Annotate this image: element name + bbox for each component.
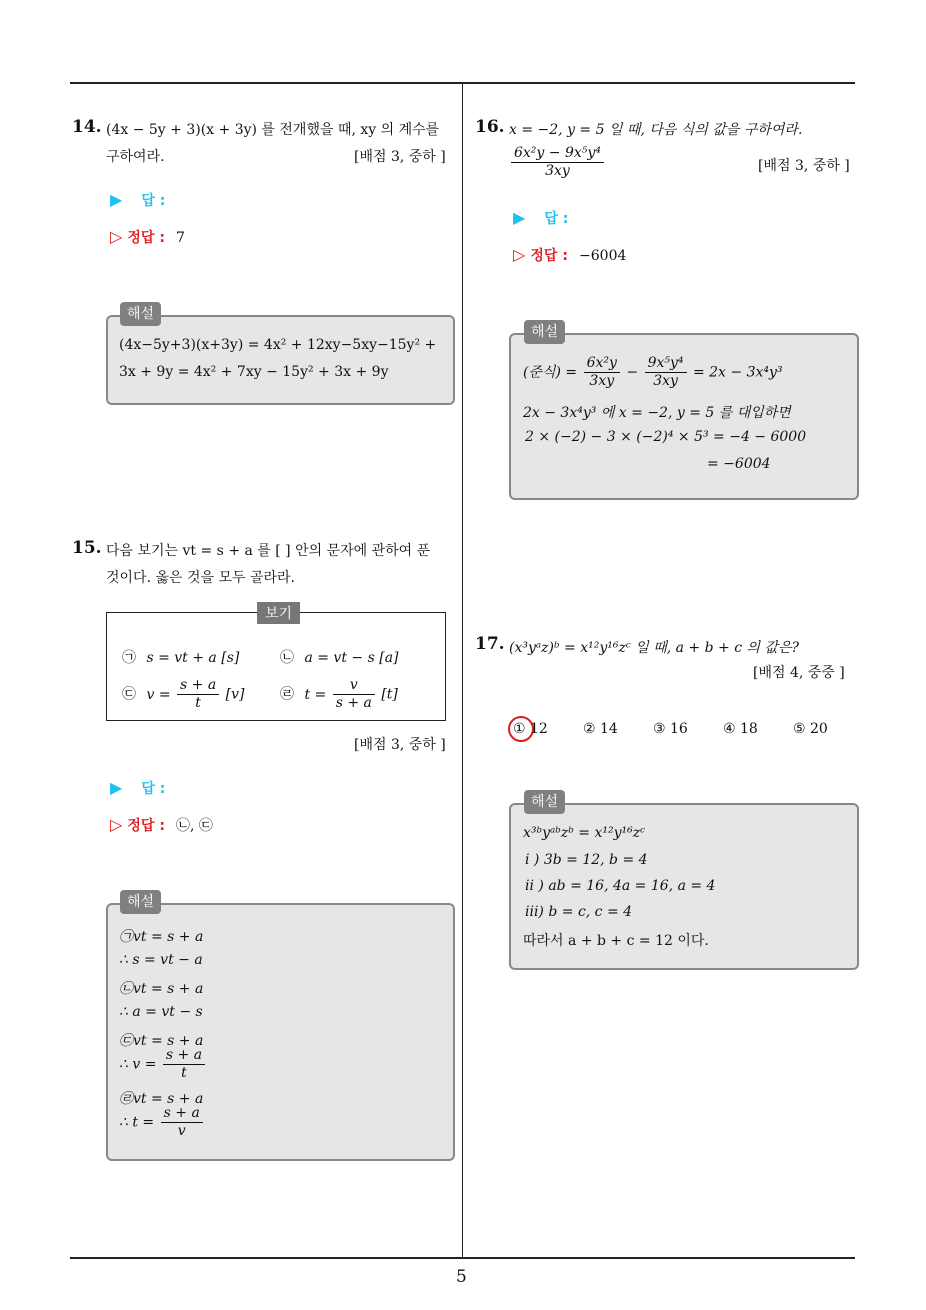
question-number: 14. bbox=[72, 117, 102, 137]
solution-line: 3x + 9y = 4x² + 7xy − 15y² + 3x + 9y bbox=[119, 364, 389, 380]
frac-den: v bbox=[161, 1122, 203, 1140]
solution-operator: − bbox=[626, 364, 639, 381]
frac-den: t bbox=[163, 1064, 205, 1082]
choice-1[interactable]: ① 12 bbox=[513, 721, 548, 737]
column-divider bbox=[462, 83, 463, 1258]
solution-tag: 해설 bbox=[524, 790, 565, 814]
bogi-expr: s = vt + a [s] bbox=[146, 650, 240, 666]
score-meta: [배점 3, 중하 ] bbox=[758, 158, 850, 174]
solution-line: = −6004 bbox=[707, 456, 771, 472]
choice-2[interactable]: ② 14 bbox=[583, 721, 618, 737]
question-text: 것이다. 옳은 것을 모두 골라라. bbox=[106, 570, 295, 586]
solution-box bbox=[509, 803, 859, 970]
question-number: 16. bbox=[475, 117, 505, 137]
solution-line: x³ᵇyᵃᵇzᵇ = x¹²y¹⁶zᶜ bbox=[523, 825, 646, 841]
bogi-bracket: [t] bbox=[381, 686, 398, 703]
answer-label: 답 : bbox=[544, 211, 569, 227]
bogi-fraction bbox=[177, 677, 219, 712]
solution-fraction-line bbox=[119, 1105, 205, 1140]
bogi-box bbox=[106, 612, 446, 721]
bogi-mark: ㉢ bbox=[122, 686, 136, 703]
solution-line: ∴ a = vt − s bbox=[119, 1004, 203, 1020]
correct-value: 7 bbox=[176, 230, 185, 246]
solution-line: ㉡vt = s + a bbox=[119, 981, 204, 997]
question-text: 구하여라. bbox=[106, 149, 165, 165]
question-expression bbox=[509, 145, 606, 180]
answer-row bbox=[110, 778, 165, 798]
bogi-mark: ㉡ bbox=[280, 650, 294, 666]
solution-tag: 해설 bbox=[120, 890, 161, 914]
frac-lhs: ∴ t = bbox=[119, 1114, 155, 1131]
bogi-item bbox=[280, 647, 399, 667]
solution-fraction bbox=[161, 1105, 203, 1140]
solution-tag: 해설 bbox=[524, 320, 565, 344]
frac-num: 9x⁵y⁴ bbox=[647, 355, 684, 371]
choice-5[interactable]: ⑤ 20 bbox=[793, 721, 828, 737]
frac-lhs: ∴ v = bbox=[119, 1056, 157, 1073]
question-text: (x³yᵃz)ᵇ = x¹²y¹⁶zᶜ 일 때, a + b + c 의 값은? bbox=[509, 640, 800, 656]
score-meta: [배점 3, 중하 ] bbox=[354, 737, 446, 753]
question-number: 15. bbox=[72, 538, 102, 558]
frac-num: v bbox=[349, 677, 358, 693]
solution-result: = 2x − 3x⁴y³ bbox=[692, 364, 783, 381]
frac-den: t bbox=[177, 694, 219, 712]
outline-arrow-icon: ▷ bbox=[110, 815, 123, 834]
play-arrow-icon: ▶ bbox=[110, 190, 123, 209]
solution-line: ㉠vt = s + a bbox=[119, 929, 204, 945]
answer-label: 답 : bbox=[141, 781, 166, 797]
frac-num: 6x²y bbox=[586, 355, 617, 371]
choice-3[interactable]: ③ 16 bbox=[653, 721, 688, 737]
solution-tag: 해설 bbox=[120, 302, 161, 326]
solution-line: (4x−5y+3)(x+3y) = 4x² + 12xy−5xy−15y² + bbox=[119, 337, 437, 353]
play-arrow-icon: ▶ bbox=[513, 208, 526, 227]
answer-row bbox=[110, 190, 165, 210]
frac-num: 6x²y − 9x⁵y⁴ bbox=[514, 145, 601, 161]
solution-line: 2x − 3x⁴y³ 에 x = −2, y = 5 를 대입하면 bbox=[523, 405, 791, 421]
bottom-rule bbox=[70, 1257, 855, 1259]
solution-line: 2 × (−2) − 3 × (−2)⁴ × 5³ = −4 − 6000 bbox=[525, 429, 807, 445]
correct-answer-row bbox=[110, 815, 213, 835]
bogi-mark: ㉣ bbox=[280, 686, 294, 703]
bogi-item bbox=[122, 677, 244, 712]
solution-box bbox=[106, 903, 455, 1161]
solution-box bbox=[106, 315, 455, 405]
bogi-item bbox=[122, 647, 239, 667]
solution-box bbox=[509, 333, 859, 500]
correct-label: 정답 : bbox=[127, 230, 165, 246]
solution-line: i ) 3b = 12, b = 4 bbox=[525, 852, 648, 868]
solution-line: iii) b = c, c = 4 bbox=[525, 904, 633, 920]
frac-den: 3xy bbox=[645, 372, 687, 390]
outline-arrow-icon: ▷ bbox=[110, 227, 123, 246]
answer-row bbox=[513, 208, 568, 228]
correct-value: ㉡, ㉢ bbox=[176, 818, 213, 834]
choice-4[interactable]: ④ 18 bbox=[723, 721, 758, 737]
bogi-fraction bbox=[333, 677, 375, 712]
question-text: 다음 보기는 vt = s + a 를 [ ] 안의 문자에 관하여 푼 bbox=[106, 543, 431, 559]
expression-fraction bbox=[511, 145, 604, 180]
question-text: x = −2, y = 5 일 때, 다음 식의 값을 구하여라. bbox=[509, 122, 803, 138]
solution-line: ㉣vt = s + a bbox=[119, 1091, 204, 1107]
solution-prefix: (준식) = bbox=[523, 364, 578, 381]
play-arrow-icon: ▶ bbox=[110, 778, 123, 797]
answer-label: 답 : bbox=[141, 193, 166, 209]
bogi-lhs: t = bbox=[304, 686, 327, 703]
frac-num: s + a bbox=[165, 1047, 203, 1063]
correct-answer-row bbox=[513, 245, 626, 265]
bogi-mark: ㉠ bbox=[122, 650, 136, 666]
score-meta: [배점 4, 중중 ] bbox=[753, 665, 845, 681]
frac-den: 3xy bbox=[511, 162, 604, 180]
solution-line: ㉢vt = s + a bbox=[119, 1033, 204, 1049]
bogi-tag: 보기 bbox=[257, 602, 300, 624]
frac-den: 3xy bbox=[584, 372, 620, 390]
solution-line: ∴ s = vt − a bbox=[119, 952, 203, 968]
score-meta: [배점 3, 중하 ] bbox=[354, 149, 446, 165]
frac-num: s + a bbox=[180, 677, 217, 693]
solution-line: 따라서 a + b + c = 12 이다. bbox=[523, 933, 709, 949]
bogi-lhs: v = bbox=[146, 686, 171, 703]
solution-fraction bbox=[645, 355, 687, 390]
outline-arrow-icon: ▷ bbox=[513, 245, 526, 264]
solution-fraction-line bbox=[119, 1047, 207, 1082]
bogi-expr: a = vt − s [a] bbox=[304, 650, 399, 666]
bogi-item bbox=[280, 677, 398, 712]
frac-num: s + a bbox=[163, 1105, 200, 1121]
solution-first-line bbox=[523, 355, 783, 390]
solution-fraction bbox=[163, 1047, 205, 1082]
frac-den: s + a bbox=[333, 694, 375, 712]
solution-line: ii ) ab = 16, 4a = 16, a = 4 bbox=[525, 878, 716, 894]
correct-answer-row bbox=[110, 227, 185, 247]
question-number: 17. bbox=[475, 634, 505, 654]
bogi-bracket: [v] bbox=[225, 686, 245, 703]
question-text: (4x − 5y + 3)(x + 3y) 를 전개했을 때, xy 의 계수를 bbox=[106, 122, 440, 138]
page-number: 5 bbox=[456, 1267, 467, 1287]
solution-fraction bbox=[584, 355, 620, 390]
correct-label: 정답 : bbox=[530, 248, 568, 264]
correct-label: 정답 : bbox=[127, 818, 165, 834]
correct-value: −6004 bbox=[579, 248, 627, 264]
